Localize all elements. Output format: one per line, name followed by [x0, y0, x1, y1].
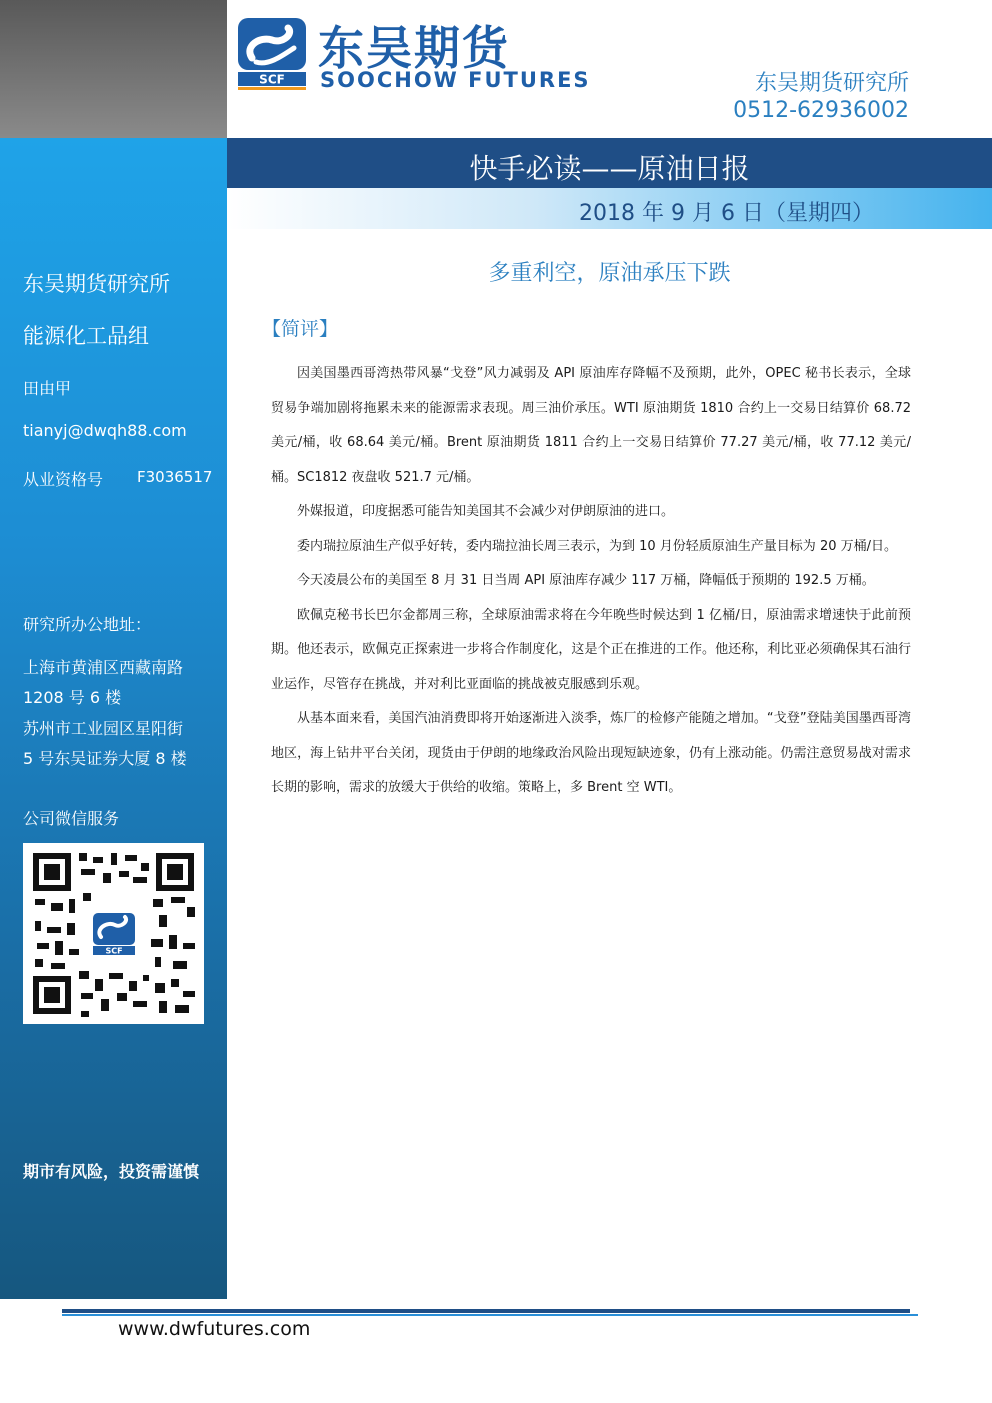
paragraph: 从基本面来看，美国汽油消费即将开始逐渐进入淡季，炼厂的检修产能随之增加。“戈登”登陆美国墨西哥湾地区，海上钻井平台关闭，现货由于伊朗的地缘政治风险出现短缺迹象，仍有上涨动能。仍需注意贸易战对需求长期的影响，需求的放缓大于供给的收缩。策略上，多 Brent 空 WTI。 [271, 711, 911, 795]
sidebar-address-label: 研究所办公地址： [23, 615, 152, 634]
logo-abbr: SCF [259, 72, 285, 87]
scf-logo-icon [238, 18, 306, 90]
paragraph: 欧佩克秘书长巴尔金都周三称，全球原油需求将在今年晚些时候达到 1 亿桶/日，原油需求增速快于此前预期。他还表示，欧佩克正探索进一步将合作制度化，这是个正在推进的工作。他还称，利比亚必须确保其石油行业运作，尽管存在挑战，并对利比亚面临的挑战被克服感到乐观。 [271, 607, 911, 692]
sidebar-group: 能源化工品组 [23, 324, 149, 348]
date-bar [227, 188, 992, 229]
sidebar-address-line3: 苏州市工业园区星阳街 [23, 719, 184, 738]
sidebar-wechat-label: 公司微信服务 [23, 809, 120, 828]
brand-name-cn: 东吴期货 [318, 21, 510, 75]
paragraph: 今天凌晨公布的美国至 8 月 31 日当周 API 原油库存减少 117 万桶，降幅低于预期的 192.5 万桶。 [297, 573, 875, 588]
qr-logo-abbr: SCF [105, 946, 123, 956]
wechat-qr-code [23, 843, 204, 1024]
sidebar-org: 东吴期货研究所 [23, 272, 170, 296]
footer-rule [62, 1309, 910, 1313]
article-body [271, 357, 911, 806]
paragraph: 外媒报道，印度据悉可能告知美国其不会减少对伊朗原油的进口。 [297, 504, 675, 519]
footer-url[interactable]: www.dwfutures.com [118, 1318, 311, 1340]
footer-rule-accent [62, 1314, 918, 1316]
paragraph: 因美国墨西哥湾热带风暴“戈登”风力减弱及 API 原油库存降幅不及预期，此外，OPEC 秘书长表示，全球贸易争端加剧将拖累未来的能源需求表现。周三油价承压。WTI 原油期货 1810 合约上一交易日结算价 68.72 美元/桶，收 68.64 美元/桶。Brent 原油期货 1811 合约上一交易日结算价 77.27 美元/桶，收 77.12 美元/桶。SC1812 夜盘收 521.7 元/桶。 [271, 366, 911, 485]
headline: 多重利空，原油承压下跌 [488, 261, 731, 286]
header-phone: 0512-62936002 [733, 98, 909, 123]
sidebar-address-line4: 5 号东吴证券大厦 8 楼 [23, 749, 187, 768]
title-bar [227, 138, 992, 188]
sidebar-author: 田由甲 [23, 379, 72, 398]
report-title: 快手必读——原油日报 [469, 152, 750, 185]
paragraph: 委内瑞拉原油生产似乎好转，委内瑞拉油长周三表示，为到 10 月份轻质原油生产量目标为 20 万桶/日。 [297, 538, 897, 554]
report-date: 2018 年 9 月 6 日（星期四） [579, 201, 874, 226]
sidebar-risk-notice: 期市有风险，投资需谨慎 [23, 1162, 200, 1181]
section-label: 【简评】 [262, 318, 339, 340]
sidebar-email: tianyj@dwqh88.com [23, 421, 187, 440]
header-org: 东吴期货研究所 [754, 71, 909, 96]
sidebar-address-line2: 1208 号 6 楼 [23, 688, 122, 707]
header-grey-block [0, 0, 227, 138]
sidebar-license-no: F3036517 [137, 468, 213, 486]
brand-name-en: SOOCHOW FUTURES [320, 68, 591, 92]
sidebar [0, 138, 227, 1299]
sidebar-address-line1: 上海市黄浦区西藏南路 [23, 658, 184, 677]
sidebar-license-label: 从业资格号 [23, 470, 104, 489]
